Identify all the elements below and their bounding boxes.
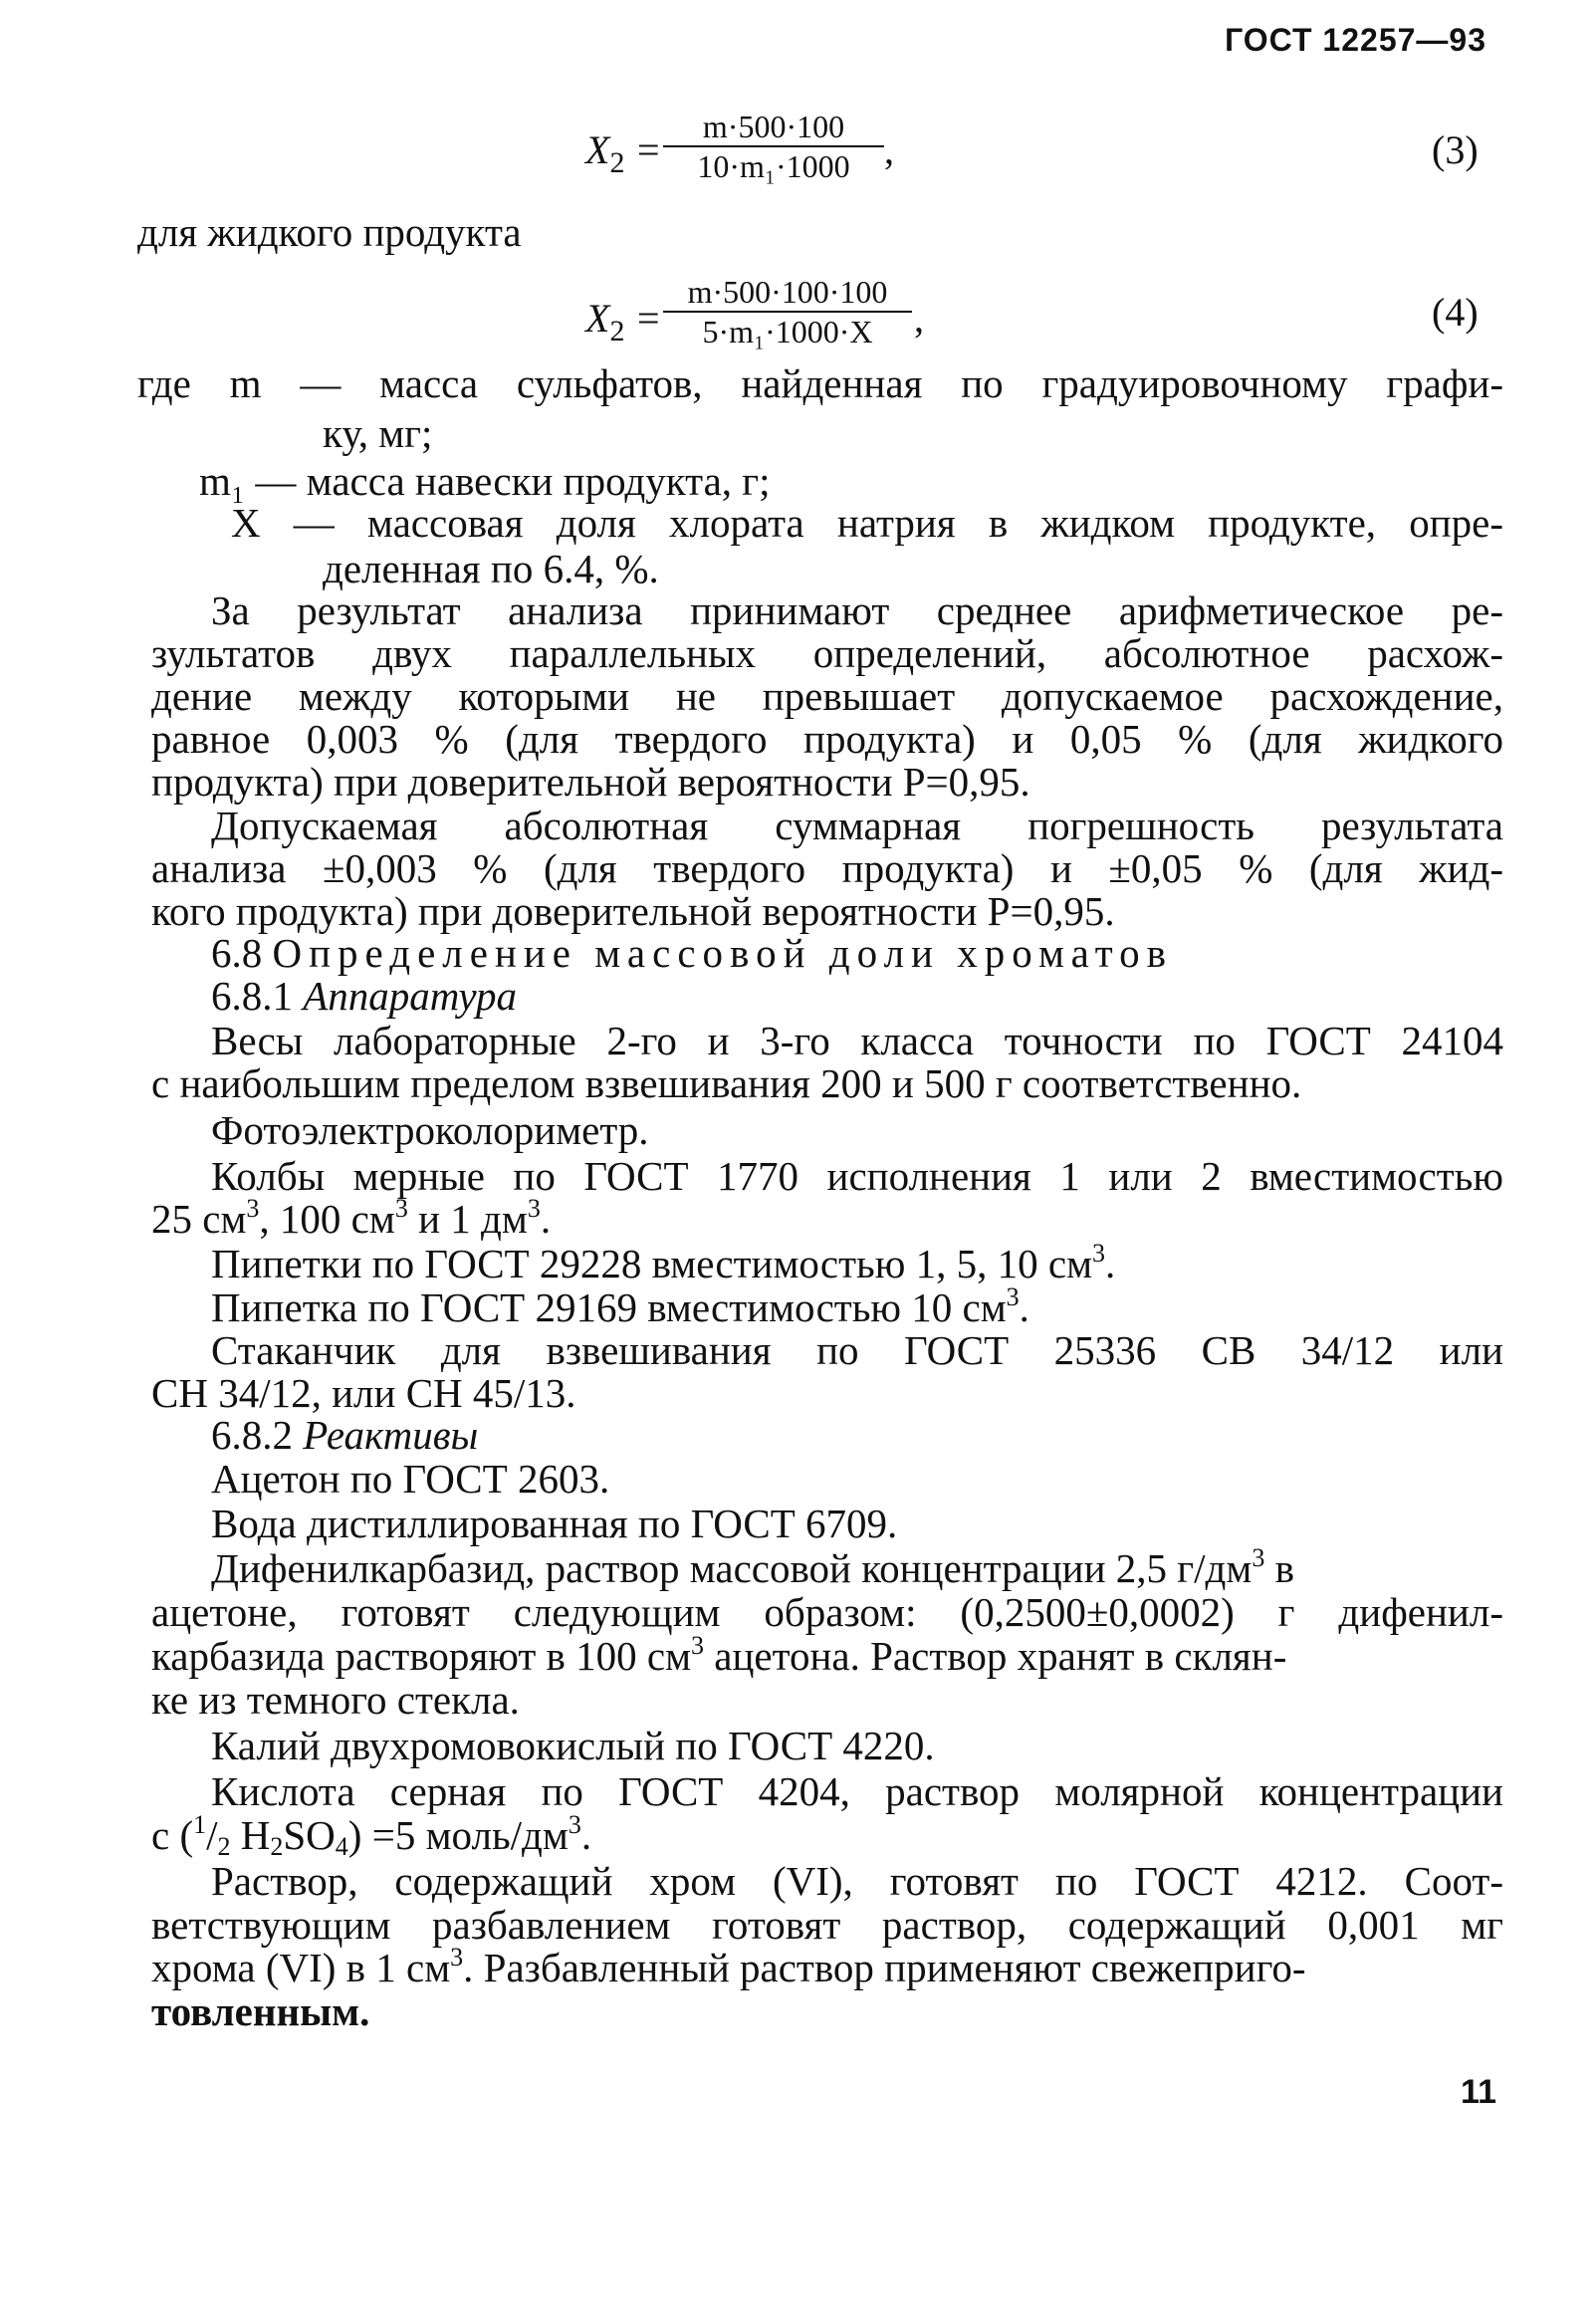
reagent-chrome-line-1: Раствор, содержащий хром (VI), готовят по ГОСТ 4212. Соот-	[211, 1858, 1503, 1904]
apparatus-pipettes: Пипетки по ГОСТ 29228 вместимостью 1, 5, 10 $см^3$.	[211, 1239, 1116, 1286]
formula-3-number: (3)	[1432, 127, 1479, 172]
formula-4-lhs: $X_2$	[585, 296, 625, 348]
formula-3-fraction	[663, 110, 884, 183]
section-title: Аппаратура	[303, 973, 518, 1019]
result-para-line: зультатов двух параллельных определений, абсолютное расхож-	[151, 630, 1503, 676]
section-6-8-heading	[211, 930, 1173, 976]
apparatus-flasks-line-1: Колбы мерные по ГОСТ 1770 исполнения 1 или 2 вместимостью	[211, 1153, 1503, 1199]
reagent-dpc-line-4: ке из темного стекла.	[151, 1677, 520, 1723]
reagent-chrome-line-2: ветствующим разбавлением готовят раствор, содержащий 0,001 мг	[151, 1902, 1503, 1948]
apparatus-cup-line-1: Стаканчик для взвешивания по ГОСТ 25336 СВ 34/12 или	[211, 1327, 1503, 1373]
section-6-8-2-heading	[211, 1412, 478, 1458]
definition-m-line-1: где m — масса сульфатов, найденная по градуировочному графи-	[137, 360, 1503, 406]
apparatus-photocolorimeter: Фотоэлектроколориметр.	[211, 1107, 649, 1153]
result-para-line: продукта) при доверительной вероятности P=0,95.	[151, 759, 1030, 805]
section-title: Определение массовой доли хроматов	[272, 930, 1174, 976]
reagent-potassium-dichromate: Калий двухромовокислый по ГОСТ 4220.	[211, 1723, 935, 1768]
result-para-line: равное 0,003 % (для твердого продукта) и 0,05 % (для жидкого	[151, 716, 1503, 762]
error-para-line: кого продукта) при доверительной вероятности P=0,95.	[151, 888, 1115, 934]
apparatus-flasks-line-2: 25 $см^3$, 100 $см^3$ и 1 $дм^3$.	[151, 1194, 552, 1242]
definition-x-line-2: деленная по 6.4, %.	[323, 546, 659, 591]
formula-4-equals: =	[637, 296, 660, 341]
document-header: ГОСТ 12257—93	[1225, 22, 1486, 58]
formula-4-numerator: m·500·100·100	[687, 274, 888, 310]
reagent-acid-line-1: Кислота серная по ГОСТ 4204, раствор молярной концентрации	[211, 1768, 1503, 1814]
definition-x-line-1: X — массовая доля хлората натрия в жидком продукте, опре-	[231, 500, 1503, 546]
reagent-water: Вода дистиллированная по ГОСТ 6709.	[211, 1501, 898, 1546]
result-para-line: дение между которыми не превышает допускаемое расхождение,	[151, 673, 1503, 719]
error-para-line: анализа ±0,003 % (для твердого продукта) и ±0,05 % (для жид-	[151, 845, 1503, 891]
apparatus-pipette: Пипетка по ГОСТ 29169 вместимостью 10 $см^3$.	[211, 1282, 1029, 1330]
formula-3-lhs: $X_2$	[585, 127, 625, 179]
section-number: 6.8.2	[211, 1412, 293, 1458]
fraction-bar	[663, 311, 912, 313]
result-para-line: За результат анализа принимают среднее арифметическое ре-	[211, 587, 1503, 633]
section-number: 6.8	[211, 930, 263, 976]
definition-m1: m₁ — масса навески продукта, г;	[199, 458, 771, 504]
apparatus-scales-line-1: Весы лабораторные 2-го и 3-го класса точности по ГОСТ 24104	[211, 1018, 1503, 1063]
section-6-8-1-heading	[211, 973, 517, 1019]
formula-3-comma: ,	[884, 127, 894, 172]
formula-4-fraction	[663, 275, 912, 348]
reagent-acetone: Ацетон по ГОСТ 2603.	[211, 1456, 610, 1502]
formula-3-denominator: 10·m₁·1000	[697, 148, 850, 184]
reagent-acid-line-2: с ($^1/_2$ $H_2SO_4) =5$ моль/$дм^3$.	[151, 1810, 592, 1861]
fraction-bar	[663, 145, 884, 147]
apparatus-cup-line-2: СН 34/12, или СН 45/13.	[151, 1370, 576, 1416]
reagent-dpc-line-2: ацетоне, готовят следующим образом: (0,2500±0,0002) г дифенил-	[151, 1589, 1503, 1635]
formula-4-comma: ,	[914, 296, 924, 341]
apparatus-scales-line-2: с наибольшим пределом взвешивания 200 и 500 г соответственно.	[151, 1060, 1302, 1106]
reagent-chrome-line-3: хрома (VI) в 1 $см^3$. Разбавленный раствор применяют свежеприго-	[151, 1943, 1306, 1990]
formula-4-number: (4)	[1432, 290, 1479, 335]
page-number: 11	[1461, 2073, 1496, 2111]
reagent-chrome-line-4: товленным.	[151, 1988, 370, 2034]
formula-3-equals: =	[637, 127, 660, 172]
error-para-line: Допускаемая абсолютная суммарная погрешность результата	[211, 803, 1503, 848]
formula-3-numerator: m·500·100	[702, 109, 845, 144]
definition-m-line-2: ку, мг;	[323, 410, 433, 456]
section-number: 6.8.1	[211, 973, 293, 1019]
liquid-product-label: для жидкого продукта	[137, 209, 522, 255]
formula-4-denominator: 5·m₁·1000·X	[702, 314, 873, 349]
section-title: Реактивы	[303, 1412, 479, 1458]
reagent-dpc-line-1: Дифенилкарбазид, раствор массовой концентрации 2,5 $г/дм^3$ в	[211, 1543, 1294, 1591]
reagent-dpc-line-3: карбазида растворяют в 100 $см^3$ ацетона. Раствор хранят в склян-	[151, 1631, 1287, 1679]
